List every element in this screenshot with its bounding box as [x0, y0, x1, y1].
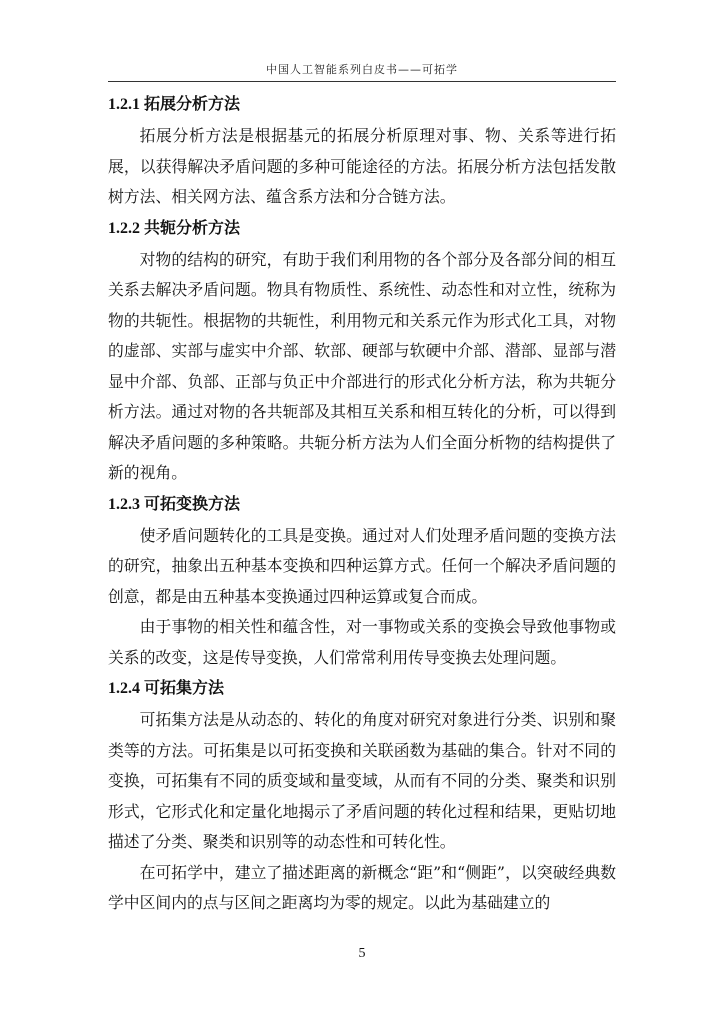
paragraph: 在可拓学中，建立了描述距离的新概念“距”和“侧距”，以突破经典数学中区间内的点与区间之距离均为零的规定。以此为基础建立的 [108, 862, 616, 912]
header-rule [108, 81, 616, 82]
paragraph: 由于事物的相关性和蕴含性，对一事物或关系的变换会导致他事物或关系的改变，这是传导变换，人们常常利用传导变换去处理问题。 [108, 617, 616, 667]
paragraph: 使矛盾问题转化的工具是变换。通过对人们处理矛盾问题的变换方法的研究，抽象出五种基本变换和四种运算方式。任何一个解决矛盾问题的创意，都是由五种基本变换通过四种运算或复合而成。 [108, 525, 616, 606]
section-heading: 1.2.2 共轭分析方法 [108, 219, 241, 237]
page-number: 5 [358, 946, 366, 961]
section-1-2-1 [108, 89, 616, 213]
section-1-2-4 [108, 673, 616, 919]
paragraph: 对物的结构的研究，有助于我们利用物的各个部分及各部分间的相互关系去解决矛盾问题。物具有物质性、系统性、动态性和对立性，统称为物的共轭性。根据物的共轭性，利用物元和关系元作为形式化工具，对物的虚部、实部与虚实中介部、软部、硬部与软硬中介部、潜部、显部与潜显中介部、负部、正部与负正中介部进行的形式化分析方法，称为共轭分析方法。通过对物的各共轭部及其相互关系和相互转化的分析，可以得到解决矛盾问题的多种策略。共轭分析方法为人们全面分析物的结构提供了新的视角。 [108, 249, 616, 482]
section-1-2-3 [108, 489, 616, 674]
section-1-2-2 [108, 213, 616, 489]
section-heading: 1.2.1 拓展分析方法 [108, 96, 241, 113]
running-header: 中国人工智能系列白皮书——可拓学 [266, 63, 458, 76]
section-heading: 1.2.3 可拓变换方法 [108, 495, 241, 513]
section-heading: 1.2.4 可拓集方法 [108, 680, 225, 697]
page-body [108, 89, 616, 919]
paragraph: 拓展分析方法是根据基元的拓展分析原理对事、物、关系等进行拓展，以获得解决矛盾问题的多种可能途径的方法。拓展分析方法包括发散树方法、相关网方法、蕴含系方法和分合链方法。 [108, 126, 616, 206]
paragraph: 可拓集方法是从动态的、转化的角度对研究对象进行分类、识别和聚类等的方法。可拓集是以可拓变换和关联函数为基础的集合。针对不同的变换，可拓集有不同的质变域和量变域，从而有不同的分类、聚类和识别形式，它形式化和定量化地揭示了矛盾问题的转化过程和结果，更贴切地描述了分类、聚类和识别等的动态性和可转化性。 [108, 710, 616, 851]
